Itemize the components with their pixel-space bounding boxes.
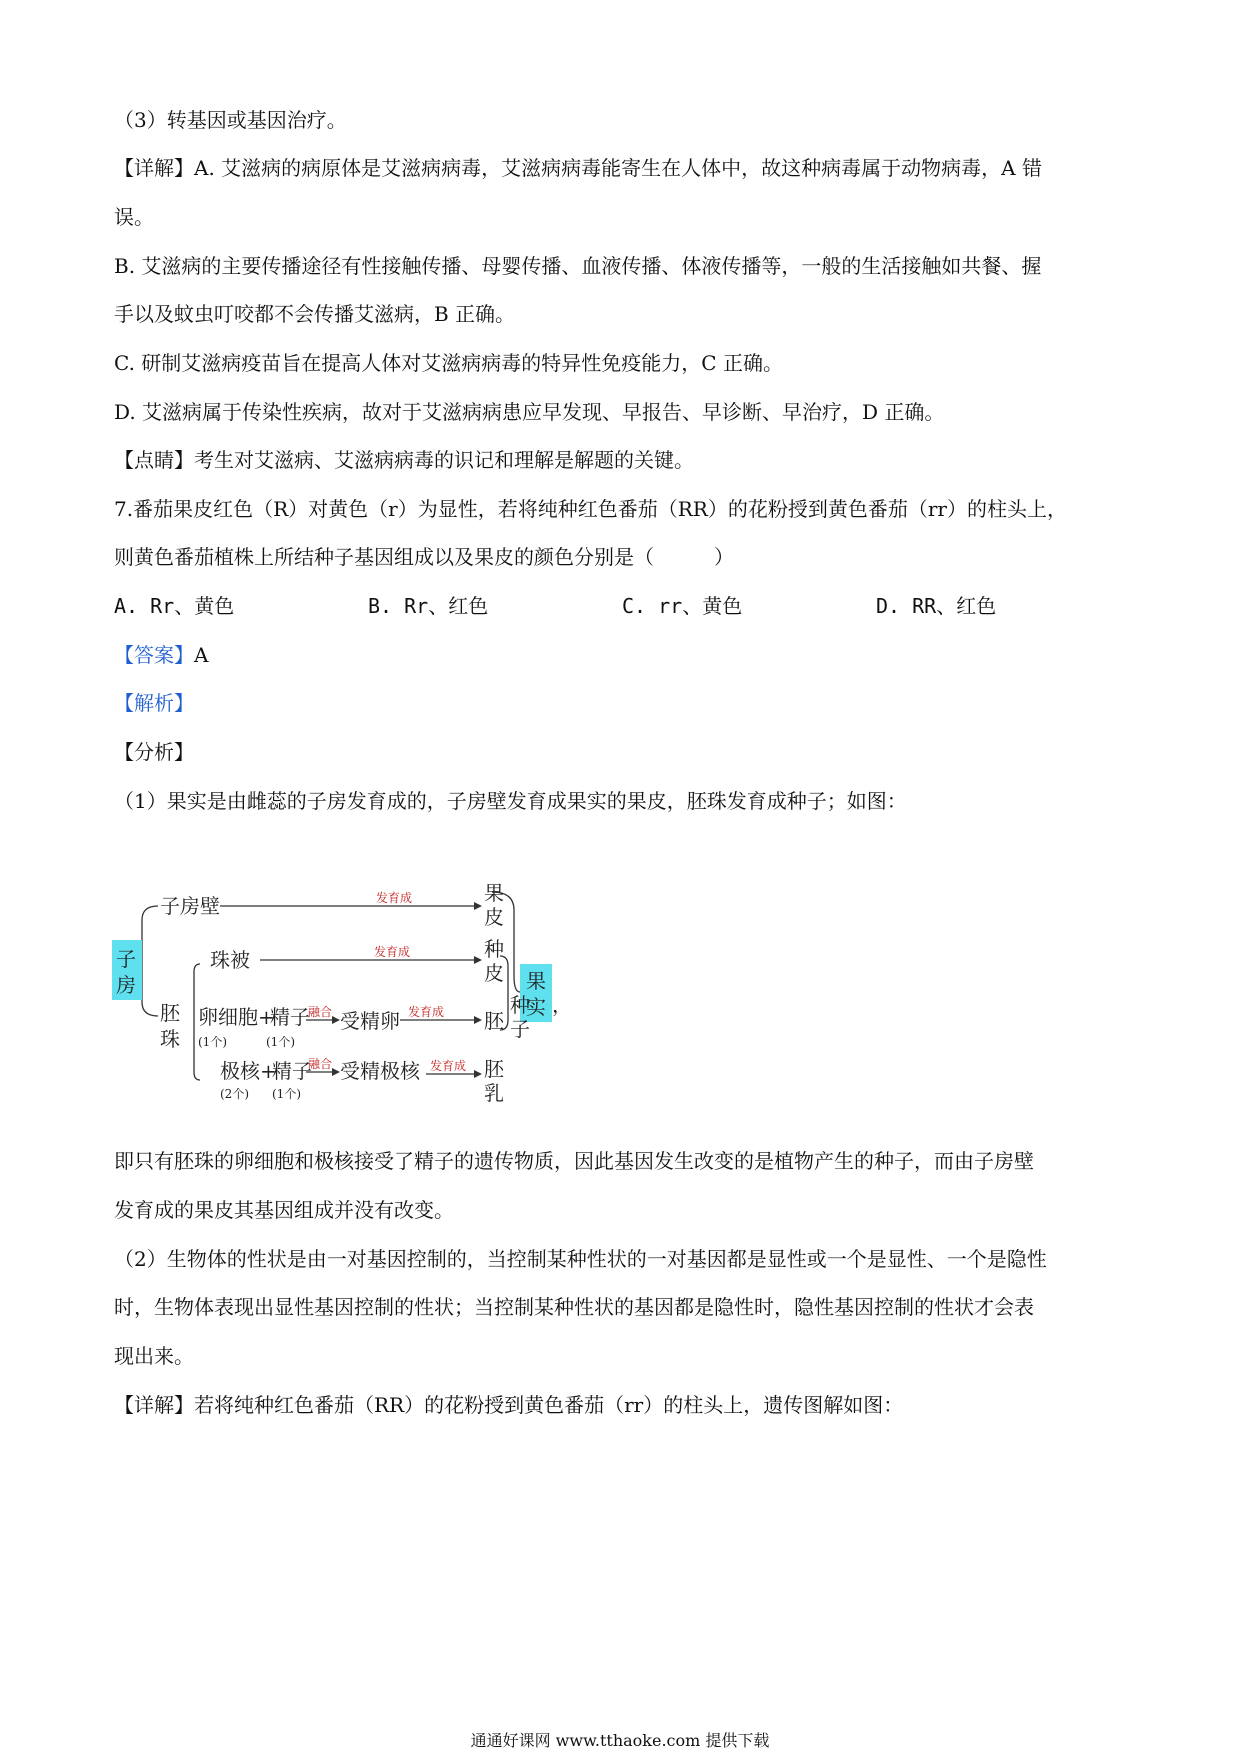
pericarp-char-2: 皮 xyxy=(484,905,504,929)
develop-label-2: 发育成 xyxy=(374,945,411,959)
paragraph-detail-c: C. 研制艾滋病疫苗旨在提高人体对艾滋病病毒的特异性免疫能力，C 正确。 xyxy=(114,351,783,375)
paragraph-gene-therapy: （3）转基因或基因治疗。 xyxy=(114,108,347,132)
fenxi-label: 【分析】 xyxy=(114,740,194,764)
fuse-label-1: 融合 xyxy=(308,1005,333,1019)
analysis-dominance: （2）生物体的性状是由一对基因控制的，当控制某种性状的一对基因都是显性或一个是显性、一个是隐性 xyxy=(114,1247,1047,1271)
page-footer: 通通好课网 www.tthaoke.com 提供下载 xyxy=(470,1731,770,1750)
seed-coat-char-1: 种 xyxy=(484,937,504,961)
sperm-count-label-2: (1个) xyxy=(272,1087,301,1101)
ovary-char-1: 子 xyxy=(116,947,136,971)
fruit-development-diagram xyxy=(112,880,572,1135)
egg-cell-label: 卵细胞 xyxy=(198,1005,258,1029)
analysis-dominance-end: 现出来。 xyxy=(114,1344,194,1368)
fertilized-egg-label: 受精卵 xyxy=(340,1009,400,1033)
plus-sign-1: + xyxy=(258,1005,275,1029)
option-c: C. rr、黄色 xyxy=(622,594,743,618)
fruit-char-2: 实 xyxy=(526,995,546,1019)
paragraph-detail-a-cont: 误。 xyxy=(114,205,154,229)
fuse-label-2: 融合 xyxy=(308,1057,333,1071)
seed-char-2: 子 xyxy=(510,1017,530,1041)
paragraph-detail-b: B. 艾滋病的主要传播途径有性接触传播、母婴传播、血液传播、体液传播等，一般的生活接触如共餐、握 xyxy=(114,254,1042,278)
fertilized-polar-label: 受精极核 xyxy=(340,1059,420,1083)
option-b: B. Rr、红色 xyxy=(368,594,489,618)
sperm-label-2: 精子 xyxy=(272,1059,312,1083)
analysis-genetic-change-cont: 发育成的果皮其基因组成并没有改变。 xyxy=(114,1198,454,1222)
analysis-dominance-cont: 时，生物体表现出显性基因控制的性状；当控制某种性状的基因都是隐性时，隐性基因控制的性状才会表 xyxy=(114,1295,1034,1319)
polar-count-label: (2个) xyxy=(220,1087,249,1101)
pericarp-char-1: 果 xyxy=(484,881,504,905)
analysis-detail: 【详解】若将纯种红色番茄（RR）的花粉授到黄色番茄（rr）的柱头上，遗传图解如图： xyxy=(114,1393,904,1417)
answer-value: A xyxy=(194,643,209,667)
question-7-stem-cont: 则黄色番茄植株上所结种子基因组成以及果皮的颜色分别是（ ） xyxy=(114,545,734,569)
integument-label: 珠被 xyxy=(210,948,250,972)
endosperm-char-1: 胚 xyxy=(484,1057,504,1081)
answer-label: 【答案】 xyxy=(114,643,194,667)
develop-label-4: 发育成 xyxy=(430,1059,467,1073)
ovule-char-1: 胚 xyxy=(160,1001,180,1025)
fruit-char-1: 果 xyxy=(526,969,546,993)
ovary-wall-label: 子房壁 xyxy=(160,894,220,918)
ovary-char-2: 房 xyxy=(116,973,136,997)
seed-coat-char-2: 皮 xyxy=(484,961,504,985)
polar-nuclei-label: 极核 xyxy=(220,1059,260,1083)
ovule-char-2: 珠 xyxy=(160,1027,180,1051)
option-d: D. RR、红色 xyxy=(876,594,997,618)
analysis-label: 【解析】 xyxy=(114,691,194,715)
paragraph-detail-b-cont: 手以及蚊虫叮咬都不会传播艾滋病，B 正确。 xyxy=(114,302,516,326)
answer-line xyxy=(114,642,208,668)
develop-label-3: 发育成 xyxy=(408,1005,445,1019)
plus-sign-2: + xyxy=(260,1059,277,1083)
analysis-genetic-change: 即只有胚珠的卵细胞和极核接受了精子的遗传物质，因此基因发生改变的是植物产生的种子，而由子房壁 xyxy=(114,1149,1034,1173)
embryo-label: 胚 xyxy=(484,1009,504,1033)
question-7-stem: 7.番茄果皮红色（R）对黄色（r）为显性，若将纯种红色番茄（RR）的花粉授到黄色番茄（rr）的柱头上， xyxy=(114,497,1067,521)
paragraph-key-point: 【点睛】考生对艾滋病、艾滋病病毒的识记和理解是解题的关键。 xyxy=(114,448,694,472)
egg-count-label: (1个) xyxy=(198,1035,227,1049)
seed-char-1: 种 xyxy=(510,993,530,1017)
paragraph-detail-a: 【详解】A. 艾滋病的病原体是艾滋病病毒，艾滋病病毒能寄生在人体中，故这种病毒属于动物病毒，A 错 xyxy=(114,156,1042,180)
paragraph-detail-d: D. 艾滋病属于传染性疾病，故对于艾滋病病患应早发现、早报告、早诊断、早治疗，D 正确。 xyxy=(114,400,945,424)
develop-label-1: 发育成 xyxy=(376,891,413,905)
endosperm-char-2: 乳 xyxy=(484,1081,504,1105)
sperm-count-label-1: (1个) xyxy=(266,1035,295,1049)
diagram-trailing-comma: ， xyxy=(552,993,572,1017)
option-a: A. Rr、黄色 xyxy=(114,594,235,618)
analysis-fruit-formation: （1）果实是由雌蕊的子房发育成的，子房壁发育成果实的果皮，胚珠发育成种子；如图： xyxy=(114,789,907,813)
sperm-label-1: 精子 xyxy=(270,1005,310,1029)
